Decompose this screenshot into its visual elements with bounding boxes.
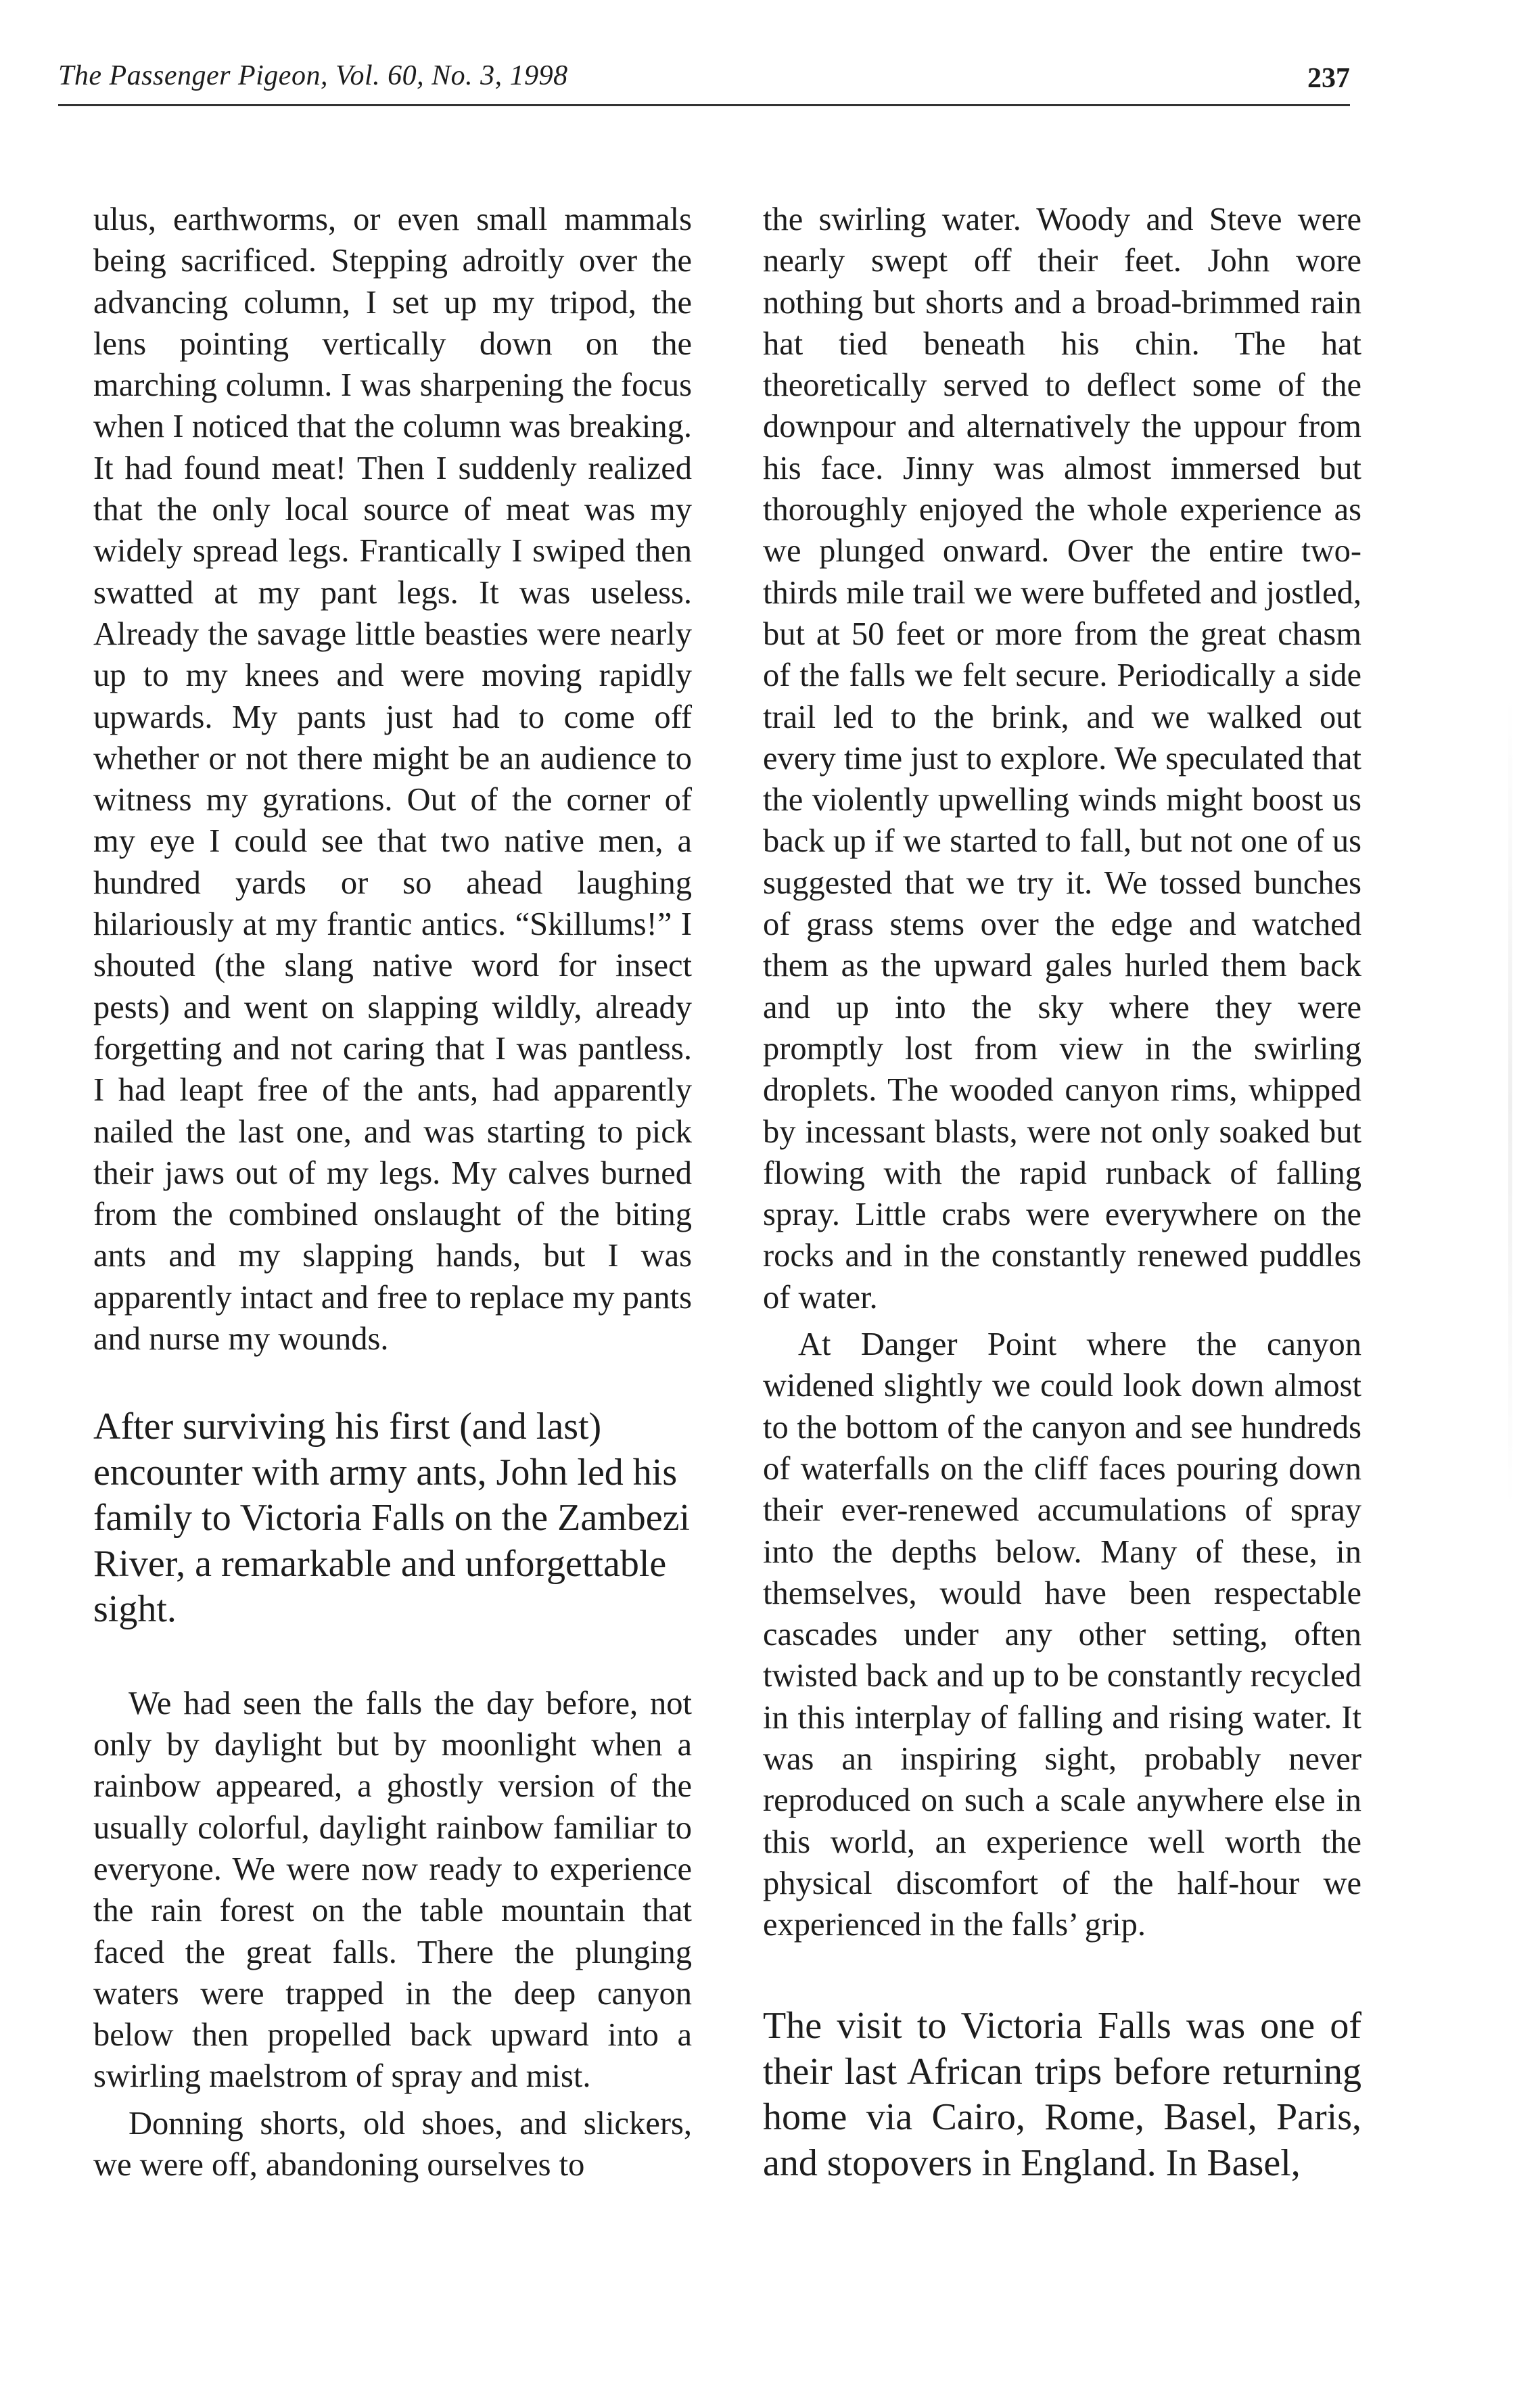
narrative-paragraph-last-trips: The visit to Victoria Falls was one of their last African trips before returning home via Cairo, Rome, Basel, Paris, and stopovers in England. In Basel, — [763, 2005, 1361, 2184]
quoted-paragraph-danger-point: At Danger Point where the canyon widened slightly we could look down almost to the bottom of the canyon and see hundreds of waterfalls on the cliff faces pouring down their ever-renewed accumulations of spray into the depths below. Many of these, in themselves, would have been respectable cascades under any other setting, often twisted back and up to be constantly recycled in this interplay of falling and rising water. It was an inspiring sight, probably never reproduced on such a scale anywhere else in this world, an experience well worth the physical discomfort of the half-hour we experienced in the falls’ grip. — [763, 1326, 1361, 1943]
right-column — [763, 199, 1361, 2186]
journal-citation: The Passenger Pigeon, Vol. 60, No. 3, 1998 — [58, 60, 568, 91]
running-header — [58, 57, 1350, 106]
narrative-paragraph-victoria-falls: After surviving his first (and last) encounter with army ants, John led his family to Victoria Falls on the Zambezi River, a remarkable and unforgettable sight. — [93, 1406, 691, 1631]
scan-margin-shadow — [1508, 697, 1512, 1508]
quoted-paragraph-ants: ulus, earthworms, or even small mammals being sacrificed. Stepping adroitly over the advancing column, I set up my tripod, the lens pointing vertically down on the marching column. I was sharpening the focus when I noticed that the column was breaking. It had found meat! Then I suddenly realized that the only local source of meat was my widely spread legs. Frantically I swiped then swatted at my pant legs. It was useless. Already the savage little beasties were nearly up to my knees and were moving rapidly upwards. My pants just had to come off whether or not there might be an audience to witness my gyrations. Out of the corner of my eye I could see that two native men, a hundred yards or so ahead laughing hilariously at my frantic antics. “Skillums!” I shouted (the slang native word for insect pests) and went on slapping wildly, already forgetting and not caring that I was pantless. I had leapt free of the ants, had apparently nailed the last one, and was starting to pick their jaws out of my legs. My calves burned from the combined onslaught of the biting ants and my slapping hands, but I was apparently intact and free to replace my pants and nurse my wounds. — [93, 202, 692, 1358]
quoted-paragraph-donning-shorts: Donning shorts, old shoes, and slickers, we were off, abandoning ourselves to — [93, 2105, 692, 2183]
left-column — [93, 199, 692, 2185]
quoted-paragraph-swirling-water: the swirling water. Woody and Steve were nearly swept off their feet. John wore nothing but shorts and a broad-brimmed rain hat tied beneath his chin. The hat theoretically served to deflect some of the downpour and alternatively the uppour from his face. Jinny was almost immersed but thoroughly enjoyed the whole experience as we plunged onward. Over the entire two-thirds mile trail we were buffeted and jostled, but at 50 feet or more from the great chasm of the falls we felt secure. Periodically a side trail led to the brink, and we walked out every time just to explore. We speculated that the violently upwelling winds might boost us back up if we started to fall, but not one of us suggested that we try it. We tossed bunches of grass stems over the edge and watched them as the upward gales hurled them back and up into the sky where they were promptly lost from view in the swirling droplets. The wooded canyon rims, whipped by incessant blasts, were not only soaked but flowing with the rapid runback of falling spray. Little crabs were everywhere on the rocks and in the constantly renewed puddles of water. — [763, 202, 1361, 1316]
quoted-paragraph-falls-day-before: We had seen the falls the day before, not only by daylight but by moonlight when a rainbow appeared, a ghostly version of the usually colorful, daylight rainbow familiar to everyone. We were now ready to experience the rain forest on the table mountain that faced the great falls. There the plunging waters were trapped in the deep canyon below then propelled back upward into a swirling maelstrom of spray and mist. — [93, 1685, 692, 2095]
page-number: 237 — [1307, 63, 1350, 94]
